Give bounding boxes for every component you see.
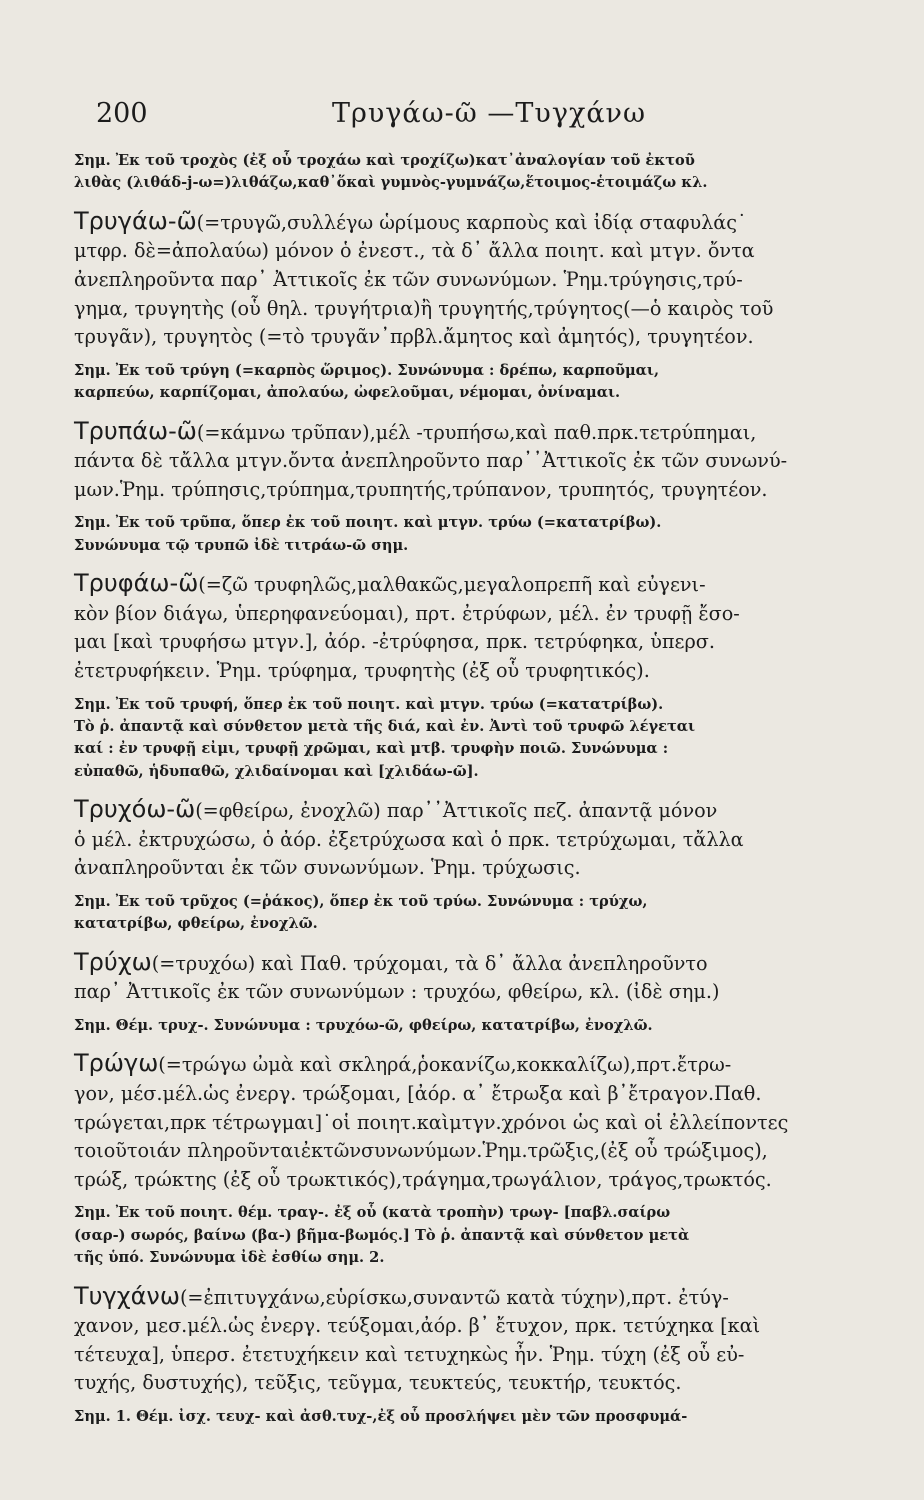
dictionary-entry <box>74 569 884 685</box>
text-line: (σαρ-) σωρός, βαίνω (βα-) βῆμα-βωμός.] Τὸ ῥ. ἀπαντᾷ καὶ σύνθετον μετὰ <box>74 1226 690 1244</box>
text-line: παρ᾽ Ἀττικοῖς ἐκ τῶν συνωνύμων : τρυχόω, φθείρω, κλ. (ἰδὲ σημ.) <box>74 980 720 1004</box>
page-number: 200 <box>96 98 148 129</box>
block-gap <box>74 405 884 417</box>
entry-note <box>74 150 884 195</box>
block-gap <box>74 352 884 360</box>
text-line <box>74 1049 884 1080</box>
text-line: ἀναπληροῦνται ἐκ τῶν συνωνύμων. Ῥημ. τρύχωσις. <box>74 856 581 880</box>
entry-note <box>74 891 884 936</box>
block-gap <box>74 936 884 948</box>
entry-text: (=κάμνω τρῦπαν),μέλ -τρυπήσω,καὶ παθ.πρκ.τετρύπημαι, <box>196 420 757 444</box>
text-line: τῆς ὑπό. Συνώνυμα ἰδὲ ἐσθίω σημ. 2. <box>74 1249 385 1267</box>
dictionary-entry <box>74 207 884 352</box>
text-line: τοιοῦτοιάν πληροῦνταιἐκτῶνσυνωνύμων.Ῥημ.τρῶξις,(ἐξ οὗ τρώξιμος), <box>74 1139 768 1163</box>
block-gap <box>74 883 884 891</box>
headword: Τρυχόω-ῶ <box>74 795 196 824</box>
text-line: τέτευχα], ὑπερσ. ἐτετυχήκειν καὶ τετυχηκὼς ἦν. Ῥημ. τύχη (ἐξ οὗ εὐ- <box>74 1342 745 1366</box>
block-gap <box>74 1398 884 1406</box>
text-line <box>74 1282 884 1313</box>
block-gap <box>74 783 884 795</box>
text-line: γημα, τρυγητὴς (οὗ θηλ. τρυγήτρια)ἢ τρυγητής,τρύγητος(—ὁ καιρὸς τοῦ <box>74 296 774 320</box>
text-line: Συνώνυμα τῷ τρυπῶ ἰδὲ τιτράω-ῶ σημ. <box>74 536 409 554</box>
text-line: Σημ. Ἐκ τοῦ τρυφή, ὅπερ ἐκ τοῦ ποιητ. καὶ μτγν. τρύω (=κατατρίβω). <box>74 695 664 713</box>
entry-note <box>74 512 884 557</box>
entry-text: (=τρυγῶ,συλλέγω ὡρίμους καρποὺς καὶ ἰδίᾳ σταφυλάς˙ <box>196 210 747 234</box>
text-line: κατατρίβω, φθείρω, ἐνοχλῶ. <box>74 915 318 933</box>
entry-note <box>74 694 884 784</box>
headword: Τρυγάω-ῶ <box>74 206 197 235</box>
text-line: Τὸ ῥ. ἀπαντᾷ καὶ σύνθετον μετὰ τῆς διά, καὶ ἐν. Ἀντὶ τοῦ τρυφῶ λέγεται <box>74 717 696 735</box>
text-line: καρπεύω, καρπίζομαι, ἀπολαύω, ὠφελοῦμαι, νέμομαι, ὀνίναμαι. <box>74 384 621 402</box>
text-line: Σημ. 1. Θέμ. ἰσχ. τευχ- καὶ ἀσθ.τυχ-,ἐξ οὗ προσλήψει μὲν τῶν προσφυμά- <box>74 1407 688 1425</box>
entry-note <box>74 1202 884 1269</box>
entry-note <box>74 1406 884 1428</box>
dictionary-entry <box>74 948 884 1007</box>
text-line: μαι [καὶ τρυφήσω μτγν.], ἀόρ. -ἐτρύφησα, πρκ. τετρύφηκα, ὑπερσ. <box>74 630 715 654</box>
headword: Τρυφάω-ῶ <box>74 569 199 598</box>
text-line: ἐτετρυφήκειν. Ῥημ. τρύφημα, τρυφητὴς (ἐξ οὗ τρυφητικός). <box>74 658 650 682</box>
block-gap <box>74 1428 884 1440</box>
entry-text: (=ἐπιτυγχάνω,εὑρίσκω,συναντῶ κατὰ τύχην),πρτ. ἐτύγ- <box>179 1285 729 1309</box>
headword: Τρύχω <box>74 947 152 976</box>
block-gap <box>74 195 884 207</box>
text-line: πάντα δὲ τἄλλα μτγν.ὄντα ἀνεπληροῦντο παρ᾽᾽Ἀττικοῖς ἐκ τῶν συνωνύ- <box>74 449 788 473</box>
text-line: τρώξ, τρώκτης (ἐξ οὗ τρωκτικός),τράγημα,τρωγάλιον, τράγος,τρωκτός. <box>74 1167 772 1191</box>
text-line: Σημ. Ἐκ τοῦ τρῦχος (=ῥάκος), ὅπερ ἐκ τοῦ τρύω. Συνώνυμα : τρύχω, <box>74 892 648 910</box>
text-line: Σημ. Ἐκ τοῦ τρῦπα, ὅπερ ἐκ τοῦ ποιητ. καὶ μτγν. τρύω (=κατατρίβω). <box>74 514 662 532</box>
text-line <box>74 569 884 600</box>
text-line: τυχής, δυστυχής), τεῦξις, τεῦγμα, τευκτεύς, τευκτήρ, τευκτός. <box>74 1371 682 1395</box>
headword: Τρώγω <box>74 1049 159 1078</box>
text-line: εὐπαθῶ, ἡδυπαθῶ, χλιδαίνομαι καὶ [χλιδάω-ῶ]. <box>74 762 479 780</box>
dictionary-entry <box>74 417 884 505</box>
text-line: μων.Ῥημ. τρύπησις,τρύπημα,τρυπητής,τρύπανον, τρυπητός, τρυγητέον. <box>74 477 768 501</box>
text-line <box>74 795 884 826</box>
text-line: Σημ. Ἐκ τοῦ τροχὸς (ἐξ οὗ τροχάω καὶ τροχίζω)κατ᾽ἀναλογίαν τοῦ ἐκτοῦ <box>74 152 695 169</box>
text-line: Σημ. Ἐκ τοῦ τρύγη (=καρπὸς ὥριμος). Συνώνυμα : δρέπω, καρποῦμαι, <box>74 361 660 379</box>
running-head: Τρυγάω-ῶ —Τυγχάνω <box>332 98 646 129</box>
block-gap <box>74 1037 884 1049</box>
text-line: ἀνεπληροῦντα παρ᾽ Ἀττικοῖς ἐκ τῶν συνωνύμων. Ῥημ.τρύγησις,τρύ- <box>74 268 743 291</box>
page-header <box>0 98 924 138</box>
dictionary-entry <box>74 1049 884 1194</box>
text-line <box>74 948 884 979</box>
block-gap <box>74 1194 884 1202</box>
entry-text: (=φθείρω, ἐνοχλῶ) παρ᾽᾽Ἀττικοῖς πεζ. ἀπαντᾷ μόνον <box>195 799 718 823</box>
block-gap <box>74 686 884 694</box>
block-gap <box>74 1007 884 1015</box>
headword: Τρυπάω-ῶ <box>74 416 197 445</box>
text-line: καί : ἐν τρυφῇ εἰμι, τρυφῇ χρῶμαι, καὶ μτβ. τρυφὴν ποιῶ. Συνώνυμα : <box>74 740 669 758</box>
dictionary-text <box>74 150 884 1440</box>
text-line <box>74 417 884 448</box>
entry-text: (=τρώγω ὠμὰ καὶ σκληρά,ῥοκανίζω,κοκκαλίζω),πρτ.ἔτρω- <box>158 1053 732 1077</box>
text-line: γον, μέσ.μέλ.ὡς ἐνεργ. τρώξομαι, [ἀόρ. α᾽ ἔτρωξα καὶ β᾽ἔτραγον.Παθ. <box>74 1081 762 1105</box>
block-gap <box>74 1270 884 1282</box>
entry-note <box>74 1015 884 1037</box>
dictionary-entry <box>74 1282 884 1398</box>
block-gap <box>74 557 884 569</box>
text-line: ὁ μέλ. ἐκτρυχώσω, ὁ ἀόρ. ἐξετρύχωσα καὶ ὁ πρκ. τετρύχωμαι, τἄλλα <box>74 827 744 851</box>
text-line: τρώγεται,πρκ τέτρωγμαι]˙οἱ ποιητ.καὶμτγν.χρόνοι ὡς καὶ οἱ ἐλλείποντες <box>74 1110 789 1134</box>
block-gap <box>74 504 884 512</box>
entry-text: (=τρυχόω) καὶ Παθ. τρύχομαι, τὰ δ᾽ ἄλλα ἀνεπληροῦντο <box>151 951 708 975</box>
text-line: Σημ. Θέμ. τρυχ-. Συνώνυμα : τρυχόω-ῶ, φθείρω, κατατρίβω, ἐνοχλῶ. <box>74 1016 653 1034</box>
text-line <box>74 207 884 238</box>
text-line: Σημ. Ἐκ τοῦ ποιητ. θέμ. τραγ-. ἐξ οὗ (κατὰ τροπὴν) τρωγ- [παβλ.σαίρω <box>74 1204 671 1222</box>
text-line: μτφρ. δὲ=ἀπολαύω) μόνον ὁ ἐνεστ., τὰ δ᾽ ἄλλα ποιητ. καὶ μτγν. ὄντα <box>74 239 755 263</box>
text-line: κὸν βίον διάγω, ὑπερηφανεύομαι), πρτ. ἐτρύφων, μέλ. ἐν τρυφῇ ἔσο- <box>74 601 740 625</box>
text-line: λιθὰς (λιθάδ-j-ω=)λιθάζω,καθ᾽ὅκαὶ γυμνὸς-γυμνάζω,ἕτοιμος-ἑτοιμάζω κλ. <box>74 174 708 192</box>
text-line: τρυγᾶν), τρυγητὸς (=τὸ τρυγᾶν᾽πρβλ.ἄμητος καὶ ἀμητός), τρυγητέον. <box>74 325 754 349</box>
dictionary-entry <box>74 795 884 883</box>
entry-text: (=ζῶ τρυφηλῶς,μαλθακῶς,μεγαλοπρεπῆ καὶ εὐγενι- <box>198 573 706 597</box>
text-line: χανον, μεσ.μέλ.ὡς ἐνεργ. τεύξομαι,ἀόρ. β᾽ ἔτυχον, πρκ. τετύχηκα [καὶ <box>74 1314 761 1338</box>
entry-note <box>74 360 884 405</box>
headword: Τυγχάνω <box>74 1281 180 1310</box>
